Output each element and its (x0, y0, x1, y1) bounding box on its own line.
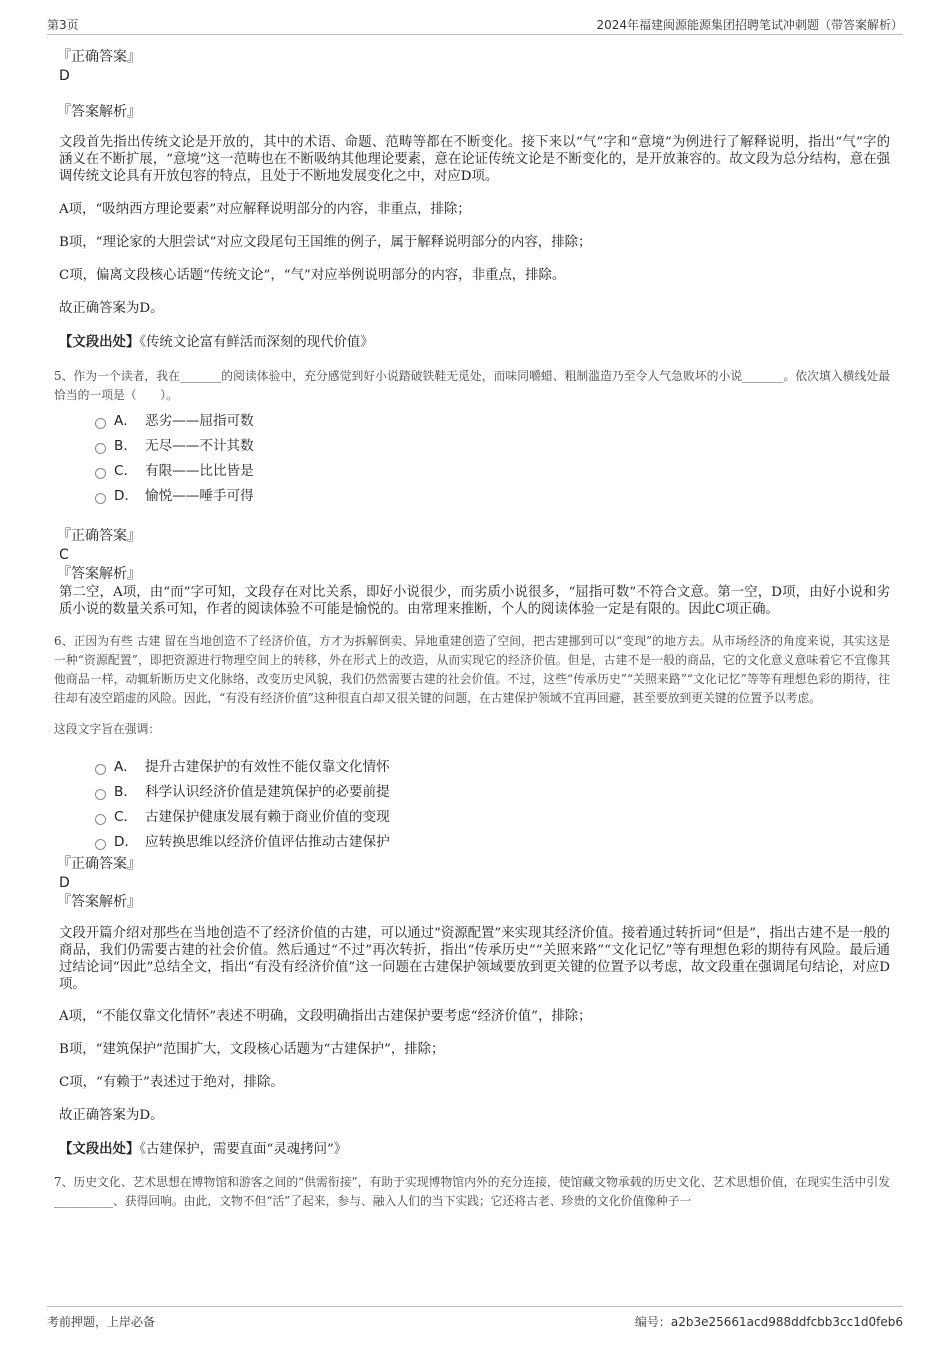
analysis-paragraph: C项，“有赖于”表述过于绝对，排除。 (59, 1075, 284, 1090)
page-number: 第3页 (47, 18, 79, 32)
page-footer (47, 1306, 903, 1329)
question-stem: 5、作为一个读者，我在_______的阅读体验中，充分感觉到好小说踏破铁鞋无觅处，而味同嚼蜡、粗制滥造乃至令人气急败坏的小说_______。依次填入横线处最恰当的一项是（ ）。 (54, 369, 890, 402)
analysis-paragraph: B项，“理论家的大胆尝试”对应文段尾句王国维的例子，属于解释说明部分的内容，排除； (59, 235, 592, 250)
option-text: 古建保护健康发展有赖于商业价值的变现 (145, 809, 390, 825)
analysis-paragraph: 文段首先指出传统文论是开放的，其中的术语、命题、范畴等都在不断变化。接下来以“气”字和“意境”为例进行了解释说明，指出“气”字的涵义在不断扩展，“意境”这一范畴也在不断吸纳其他理论要素，意在论证传统文论是不断变化的，是开放兼容的。故文段为总分结构，意在强调传统文论具有开放包容的特点，且处于不断地发展变化之中，对应D项。 (59, 135, 890, 184)
document-title: 2024年福建闽源能源集团招聘笔试冲刺题（带答案解析） (596, 18, 903, 32)
option-d[interactable] (95, 484, 890, 509)
radio-icon[interactable] (95, 764, 106, 775)
analysis-paragraph: 文段开篇介绍对那些在当地创造不了经济价值的古建，可以通过“资源配置”来实现其经济价值。接着通过转折词“但是”，指出古建不是一般的商品，我们仍需要古建的社会价值。然后通过“不过”再次转折，指出“传承历史”“关照来路”“文化记忆”等有理想色彩的期待有风险。最后通过结论词“因此”总结全文，指出“有没有经济价值”这一问题在古建保护领域要放到更关键的位置予以考虑，故文段重在强调尾句结论，对应D项。 (59, 926, 890, 992)
analysis-paragraph: 第二空，A项，由“而”字可知，文段存在对比关系，即好小说很少，而劣质小说很多，“屈指可数”不符合文意。第一空，D项，由好小说和劣质小说的数量关系可知，作者的阅读体验不可能是愉悦的。由常理来推断，个人的阅读体验一定是有限的。因此C项正确。 (59, 585, 890, 617)
option-text: 有限——比比皆是 (145, 463, 254, 479)
option-letter: D． (114, 488, 139, 504)
option-b[interactable] (95, 434, 890, 459)
option-letter: A． (114, 759, 137, 775)
analysis-paragraph: C项，偏离文段核心话题“传统文论”，“气”对应举例说明部分的内容，非重点，排除。 (59, 268, 566, 283)
document-code: 编号：a2b3e25661acd988ddfcbb3cc1d0feb6 (634, 1315, 903, 1329)
radio-icon[interactable] (95, 493, 106, 504)
answer-label: 『正确答案』 (57, 856, 141, 872)
radio-icon[interactable] (95, 814, 106, 825)
source-label: 【文段出处】 (59, 334, 140, 350)
option-letter: B． (114, 438, 137, 454)
analysis-paragraph: 故正确答案为D。 (59, 301, 164, 316)
analysis-paragraph: 故正确答案为D。 (59, 1108, 164, 1123)
option-letter: B． (114, 784, 137, 800)
option-letter: C． (114, 809, 138, 825)
option-b[interactable] (95, 780, 890, 805)
radio-icon[interactable] (95, 418, 106, 429)
option-d[interactable] (95, 830, 890, 855)
source-line (59, 333, 890, 352)
option-c[interactable] (95, 805, 890, 830)
source-title: 《传统文论富有鲜活而深刻的现代价值》 (139, 335, 374, 350)
question-prompt: 这段文字旨在强调： (54, 722, 161, 736)
radio-icon[interactable] (95, 468, 106, 479)
option-text: 提升古建保护的有效性不能仅靠文化情怀 (145, 759, 390, 775)
radio-icon[interactable] (95, 789, 106, 800)
answer-label: 『正确答案』 (57, 528, 141, 544)
analysis-label: 『答案解析』 (57, 104, 141, 120)
source-line (59, 1140, 890, 1159)
analysis-label: 『答案解析』 (57, 894, 141, 910)
source-label: 【文段出处】 (59, 1141, 140, 1157)
answer-label: 『正确答案』 (57, 49, 141, 65)
option-text: 应转换思维以经济价值评估推动古建保护 (145, 834, 390, 850)
question-stem: 7、历史文化、艺术思想在博物馆和游客之间的“供需衔接”，有助于实现博物馆内外的充分连接，使馆藏文物承载的历史文化、艺术思想价值，在现实生活中引发 __________、获得回响。由此，文物不但“活”了起来，参与、融入人们的当下实践；它还将古老、珍贵的文化价值像种子一 (54, 1175, 890, 1208)
analysis-paragraph: A项，“不能仅靠文化情怀”表述不明确，文段明确指出古建保护要考虑“经济价值”，排除； (59, 1009, 592, 1024)
option-text: 科学认识经济价值是建筑保护的必要前提 (145, 784, 390, 800)
option-text: 愉悦——唾手可得 (145, 488, 254, 504)
analysis-label: 『答案解析』 (57, 566, 141, 582)
radio-icon[interactable] (95, 839, 106, 850)
option-text: 恶劣——屈指可数 (145, 413, 254, 429)
correct-answer: D (59, 68, 70, 84)
option-a[interactable] (95, 755, 890, 780)
analysis-paragraph: A项，“吸纳西方理论要素”对应解释说明部分的内容，非重点，排除； (59, 202, 471, 217)
footer-slogan: 考前押题，上岸必备 (47, 1315, 156, 1329)
correct-answer: C (59, 547, 69, 563)
page-content (54, 48, 890, 1211)
page-header (47, 14, 903, 35)
option-text: 无尽——不计其数 (145, 438, 254, 454)
option-letter: A． (114, 413, 137, 429)
analysis-paragraph: B项，“建筑保护”范围扩大，文段核心话题为“古建保护”，排除； (59, 1042, 445, 1057)
source-title: 《古建保护，需要直面“灵魂拷问”》 (139, 1142, 348, 1157)
correct-answer: D (59, 875, 70, 891)
option-letter: C． (114, 463, 138, 479)
option-letter: D． (114, 834, 139, 850)
option-c[interactable] (95, 459, 890, 484)
question-stem: 6、正因为有些 古建 留在当地创造不了经济价值，方才为拆解倒卖、异地重建创造了空间，把古建挪到可以“变现”的地方去。从市场经济的角度来说，其实这是一种“资源配置”，即把资源进行物理空间上的转移，外在形式上的改造，从而实现它的经济价值。但是，古建不是一般的商品，它的文化意义意味着它不宜像其他商品一样，动辄斩断历史文化脉络，改变历史风貌，我们仍然需要古建的社会价值。不过，这些“传承历史”“关照来路”“文化记忆”等等有理想色彩的期待，往往却有凌空蹈虚的风险。因此，“有没有经济价值”这种很直白却又很关键的问题，在古建保护领域不宜再回避，甚至要放到更关键的位置予以考虑。 (54, 634, 890, 705)
radio-icon[interactable] (95, 443, 106, 454)
option-a[interactable] (95, 409, 890, 434)
